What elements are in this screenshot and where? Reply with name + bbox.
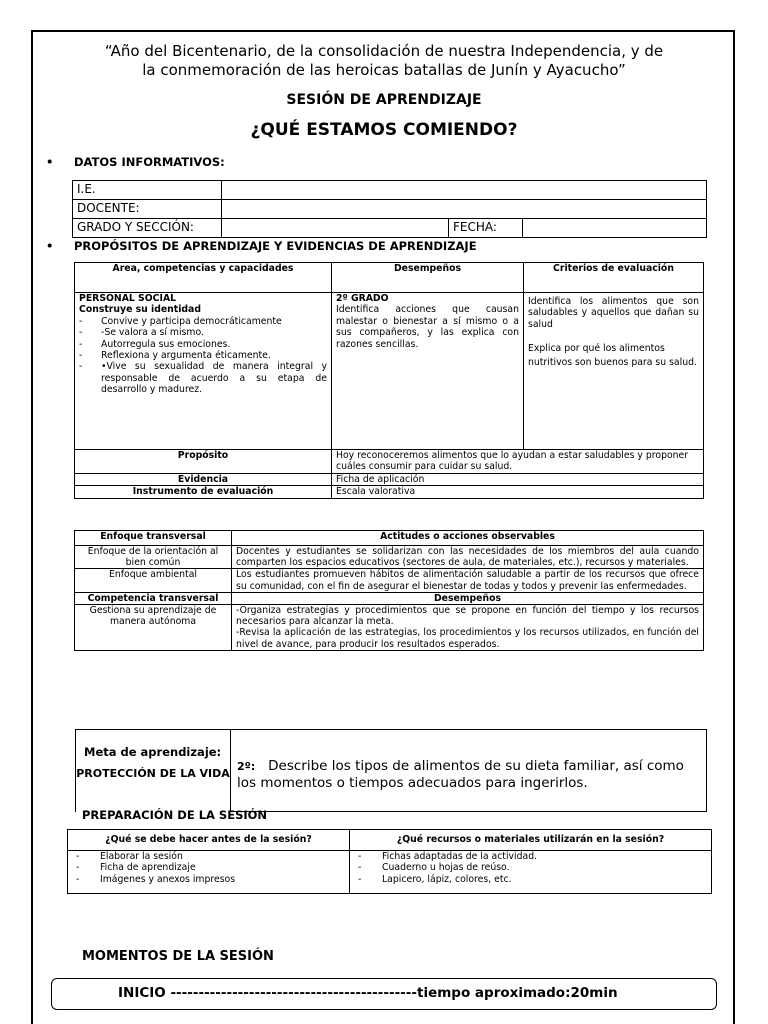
col-criterios-header: Criterios de evaluación — [524, 263, 704, 293]
table-row — [75, 546, 704, 569]
list-item: - Imágenes y anexos impresos — [72, 874, 345, 886]
session-title: ¿QUÉ ESTAMOS COMIENDO? — [250, 120, 518, 140]
table-row — [68, 850, 712, 893]
grado-name: 2º GRADO — [336, 293, 389, 304]
meta-area: PROTECCIÓN DE LA VIDA — [76, 767, 230, 780]
enfoques-table — [74, 530, 704, 651]
competencia-transversal-header: Competencia transversal — [75, 592, 232, 604]
header-motto — [60, 42, 708, 80]
antes-cell — [68, 850, 350, 893]
table-row — [75, 592, 704, 604]
meta-label: Meta de aprendizaje: — [84, 745, 222, 759]
instrumento-text: Escala valorativa — [332, 486, 704, 498]
momentos-heading: MOMENTOS DE LA SESIÓN — [82, 949, 274, 964]
table-row — [75, 473, 704, 485]
list-item: - Ficha de aprendizaje — [72, 862, 345, 874]
list-item: - Lapicero, lápiz, colores, etc. — [354, 874, 707, 886]
table-row — [73, 181, 707, 200]
enfoque-bien-comun-text: Docentes y estudiantes se solidarizan con las necesidades de los miembros del aula cuando comparten los espacios educativos (sectores de aula, de materiales, etc.), recursos y materiales. — [232, 546, 704, 569]
fecha-label: FECHA: — [449, 219, 523, 238]
antes-list — [72, 851, 345, 886]
list-item: - Elaborar la sesión — [72, 851, 345, 863]
criterio-2: Explica por qué los alimentos nutritivos son buenos para su salud. — [528, 343, 697, 369]
area-name: PERSONAL SOCIAL — [79, 293, 177, 304]
table-row — [73, 219, 707, 238]
desempeno-cell — [332, 293, 524, 450]
meta-label-box — [75, 729, 231, 812]
docente-label: DOCENTE: — [73, 200, 222, 219]
enfoque-bien-comun-label: Enfoque de la orientación al bien común — [75, 546, 232, 569]
table-row — [75, 486, 704, 498]
comp-desempeno-1: -Organiza estrategias y procedimientos que se propone en función del tiempo y los recursos necesarios para alcanzar la meta. — [236, 605, 699, 628]
evidencia-text: Ficha de aplicación — [332, 473, 704, 485]
antes-header: ¿Qué se debe hacer antes de la sesión? — [68, 830, 350, 851]
page-title: SESIÓN DE APRENDIZAJE — [286, 92, 482, 108]
proposito-label: Propósito — [75, 450, 332, 474]
list-item: - Fichas adaptadas de la actividad. — [354, 851, 707, 863]
col-desempenos-header: Desempeños — [332, 263, 524, 293]
header-line-2: la conmemoración de las heroicas batallas de Junín y Ayacucho” — [142, 61, 626, 79]
inicio-text: INICIO --------------------------------------------tiempo aproximado:20min — [118, 985, 618, 1001]
header-line-1: “Año del Bicentenario, de la consolidación de nuestra Independencia, y de — [104, 42, 664, 60]
enfoque-header: Enfoque transversal — [75, 531, 232, 546]
list-item: - Autorregula sus emociones. — [79, 339, 327, 350]
preparacion-heading: PREPARACIÓN DE LA SESIÓN — [82, 808, 268, 822]
table-row — [68, 830, 712, 851]
col-area-header: Area, competencias y capacidades — [75, 263, 332, 293]
list-item: - Convive y participa democráticamente — [79, 316, 327, 327]
comp-desempeno-2: -Revisa la aplicación de las estrategias, los procedimientos y los recursos utilizados, en función del nivel de avance, para producir los resultados esperados. — [236, 627, 699, 650]
grado-field[interactable] — [222, 219, 449, 238]
propositos-table — [74, 262, 704, 499]
table-row — [73, 200, 707, 219]
actitudes-header: Actitudes o acciones observables — [232, 531, 704, 546]
datos-heading — [46, 155, 225, 169]
criterios-cell — [524, 293, 704, 450]
instrumento-label: Instrumento de evaluación — [75, 486, 332, 498]
table-row — [75, 263, 704, 293]
propositos-heading — [46, 239, 477, 253]
capacidades-list — [79, 316, 327, 396]
table-row — [75, 605, 704, 651]
docente-field[interactable] — [222, 200, 707, 219]
meta-text: Describe los tipos de alimentos de su dieta familiar, así como los momentos o tiempos adecuados para ingerirlos. — [237, 758, 684, 791]
datos-table — [72, 180, 707, 238]
recursos-header: ¿Qué recursos o materiales utilizarán en la sesión? — [350, 830, 712, 851]
enfoque-ambiental-text: Los estudiantes promueven hábitos de alimentación saludable a partir de los recursos que ofrece su comunidad, con el fin de asegurar el bienestar de todas y todos y prevenir las enfermedades. — [232, 569, 704, 592]
table-row — [75, 450, 704, 474]
preparacion-table — [67, 829, 712, 894]
meta-grado: 2º: — [237, 760, 256, 773]
proposito-text: Hoy reconoceremos alimentos que lo ayudan a estar saludables y proponer cuáles consumir para cuidar su salud. — [332, 450, 704, 474]
table-row — [75, 569, 704, 592]
evidencia-label: Evidencia — [75, 473, 332, 485]
ie-label: I.E. — [73, 181, 222, 200]
bullet-icon: • — [46, 239, 54, 253]
desempeno-text: Identifica acciones que causan malestar o bienestar a sí mismo o a sus compañeros, y las explica con razones sencillas. — [336, 304, 519, 350]
comp-desempenos-header: Desempeños — [232, 592, 704, 604]
enfoque-ambiental-label: Enfoque ambiental — [75, 569, 232, 592]
meta-text-box — [231, 729, 707, 812]
grado-label: GRADO Y SECCIÓN: — [73, 219, 222, 238]
list-item: - •Vive su sexualidad de manera integral y responsable de acuerdo a su etapa de desarrollo y madurez. — [79, 361, 327, 395]
competencia-name: Construye su identidad — [79, 304, 201, 316]
table-row — [75, 293, 704, 450]
competencia-transversal-text — [232, 605, 704, 651]
fecha-field[interactable] — [523, 219, 707, 238]
list-item: - -Se valora a sí mismo. — [79, 327, 327, 338]
datos-heading-text: DATOS INFORMATIVOS: — [74, 155, 225, 169]
propositos-heading-text: PROPÓSITOS DE APRENDIZAJE Y EVIDENCIAS DE APRENDIZAJE — [74, 239, 477, 253]
inicio-box — [51, 978, 717, 1010]
competencia-transversal-label: Gestiona su aprendizaje de manera autónoma — [75, 605, 232, 651]
criterio-1: Identifica los alimentos que son saludables y aquellos que dañan su salud — [528, 296, 699, 330]
table-row — [75, 531, 704, 546]
recursos-list — [354, 851, 707, 886]
bullet-icon: • — [46, 155, 54, 169]
list-item: - Cuaderno u hojas de reúso. — [354, 862, 707, 874]
recursos-cell — [350, 850, 712, 893]
list-item: - Reflexiona y argumenta éticamente. — [79, 350, 327, 361]
ie-field[interactable] — [222, 181, 707, 200]
area-cell — [75, 293, 332, 450]
